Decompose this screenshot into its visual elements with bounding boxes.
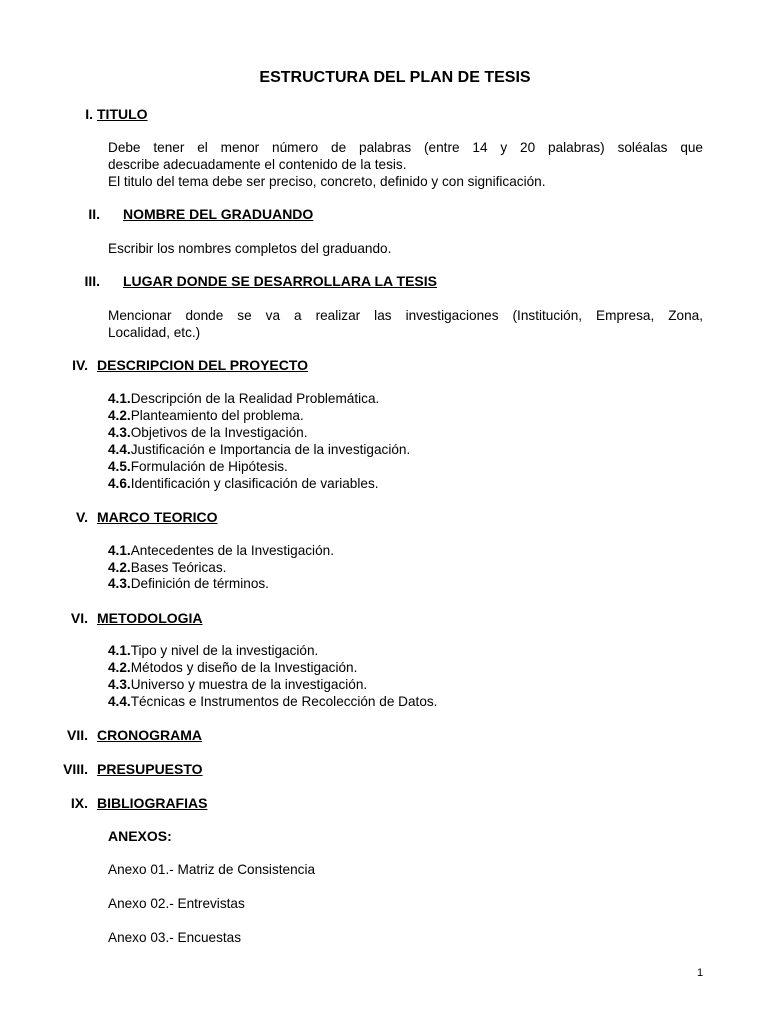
item-number: 4.6. (108, 476, 131, 491)
section-number: II. (88, 206, 100, 222)
document-title: ESTRUCTURA DEL PLAN DE TESIS (259, 69, 531, 86)
item-number: 4.4. (108, 694, 131, 709)
section-label: DESCRIPCION DEL PROYECTO (97, 357, 309, 373)
section-label: BIBLIOGRAFIAS (97, 795, 208, 811)
section-label: METODOLOGIA (97, 610, 203, 626)
item-text: Técnicas e Instrumentos de Recolección de Datos. (130, 694, 438, 709)
item-text: Formulación de Hipótesis. (130, 459, 288, 474)
section-number: IX. (70, 795, 88, 811)
anexos-heading: ANEXOS: (108, 828, 172, 844)
section-label: CRONOGRAMA (97, 727, 202, 743)
item-text: Universo y muestra de la investigación. (130, 677, 368, 692)
section-heading-cronograma (0, 727, 768, 747)
item-number: 4.3. (108, 576, 131, 591)
section-heading-titulo (0, 106, 768, 126)
list-item (108, 391, 379, 406)
section-label: MARCO TEORICO (97, 509, 218, 525)
list-item (108, 476, 379, 491)
titulo-line-1: Debe tener el menor número de palabras (entre 14 y 20 palabras) soléalas que (108, 140, 703, 155)
list-item (108, 694, 437, 709)
item-text: Definición de términos. (130, 576, 269, 591)
item-number: 4.1. (108, 643, 131, 658)
item-number: 4.2. (108, 660, 131, 675)
item-text: Métodos y diseño de la Investigación. (130, 660, 358, 675)
anexo-item: Anexo 02.- Entrevistas (108, 896, 245, 911)
item-text: Objetivos de la Investigación. (130, 425, 308, 440)
section-heading-presupuesto (0, 761, 768, 781)
section-number: VI. (70, 610, 88, 626)
section-heading-lugar (0, 273, 768, 293)
section-number: I. (85, 106, 93, 122)
list-item (108, 459, 288, 474)
item-number: 4.2. (108, 560, 131, 575)
item-number: 4.3. (108, 425, 131, 440)
item-text: Bases Teóricas. (130, 560, 227, 575)
list-item (108, 660, 357, 675)
section-heading-graduando (0, 206, 768, 226)
item-number: 4.2. (108, 408, 131, 423)
item-text: Planteamiento del problema. (130, 408, 304, 423)
item-number: 4.4. (108, 442, 131, 457)
list-item (108, 576, 269, 591)
section-heading-bibliografias (0, 795, 768, 815)
section-label: TITULO (97, 106, 148, 122)
section-number: VIII. (63, 761, 88, 777)
section-number: VII. (66, 727, 88, 743)
item-number: 4.5. (108, 459, 131, 474)
lugar-line-2: Localidad, etc.) (108, 325, 201, 340)
section-number: IV. (72, 357, 88, 373)
list-item (108, 408, 304, 423)
graduando-text: Escribir los nombres completos del graduando. (108, 241, 392, 256)
list-item (108, 442, 410, 457)
section-label: NOMBRE DEL GRADUANDO (123, 206, 314, 222)
section-number: V. (76, 509, 88, 525)
list-item (108, 677, 367, 692)
section-heading-descripcion (0, 357, 768, 377)
item-text: Justificación e Importancia de la investigación. (130, 442, 411, 457)
section-label: PRESUPUESTO (97, 761, 203, 777)
section-number: III. (84, 273, 100, 289)
list-item (108, 643, 318, 658)
titulo-line-3: El titulo del tema debe ser preciso, concreto, definido y con significación. (108, 174, 546, 189)
item-number: 4.3. (108, 677, 131, 692)
item-text: Antecedentes de la Investigación. (130, 543, 334, 558)
section-label: LUGAR DONDE SE DESARROLLARA LA TESIS (123, 273, 437, 289)
anexo-item: Anexo 01.- Matriz de Consistencia (108, 862, 316, 877)
item-text: Descripción de la Realidad Problemática. (130, 391, 380, 406)
item-text: Tipo y nivel de la investigación. (130, 643, 319, 658)
item-text: Identificación y clasificación de variables. (130, 476, 379, 491)
titulo-line-2: describe adecuadamente el contenido de la tesis. (108, 157, 407, 172)
page-number: 1 (697, 967, 704, 979)
anexo-item: Anexo 03.- Encuestas (108, 930, 241, 945)
list-item (108, 425, 308, 440)
item-number: 4.1. (108, 543, 131, 558)
item-number: 4.1. (108, 391, 131, 406)
list-item (108, 560, 226, 575)
list-item (108, 543, 334, 558)
section-heading-metodologia (0, 610, 768, 630)
lugar-line-1: Mencionar donde se va a realizar las investigaciones (Institución, Empresa, Zona, (108, 308, 703, 323)
section-heading-marco (0, 509, 768, 529)
